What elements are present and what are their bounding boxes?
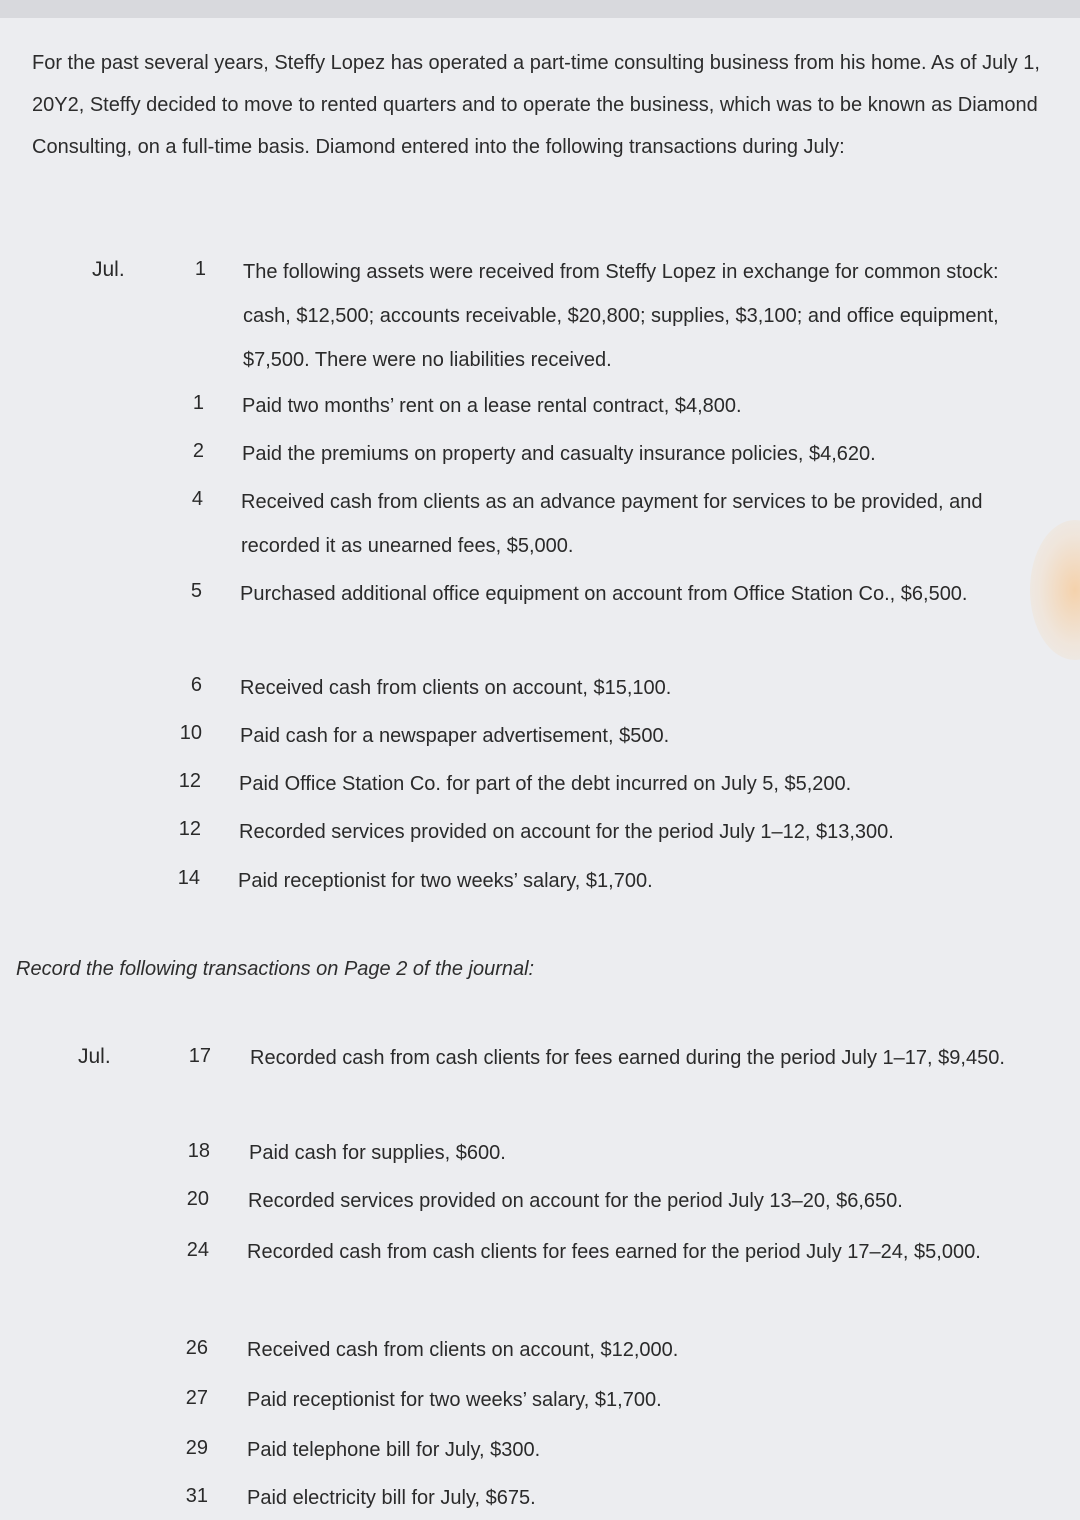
- transaction-text: Received cash from clients as an advance payment for services to be provided, and recorded it as unearned fees, $5,000.: [241, 491, 983, 557]
- transaction-day: 2: [192, 440, 204, 462]
- transaction-day: 14: [177, 867, 200, 889]
- transaction-text: Recorded services provided on account for the period July 1–12, $13,300.: [239, 821, 894, 843]
- transaction-day: 12: [178, 770, 201, 792]
- transaction-day: 29: [185, 1437, 208, 1459]
- transaction-day: 27: [185, 1387, 208, 1409]
- journal-page-note: Record the following transactions on Page 2 of the journal:: [16, 958, 535, 980]
- transaction-text: Recorded cash from cash clients for fees earned for the period July 17–24, $5,000.: [247, 1241, 981, 1263]
- transaction-text: The following assets were received from Steffy Lopez in exchange for common stock: cash, $12,500; accounts receivable, $20,800; supplies, $3,100; and office equipment, $7,500. There were no liabilities received.: [243, 261, 999, 371]
- month-label: Jul.: [78, 1045, 111, 1068]
- transaction-text: Received cash from clients on account, $15,100.: [240, 677, 672, 699]
- problem-intro: For the past several years, Steffy Lopez has operated a part-time consulting business from his home. As of July 1, 20Y2, Steffy decided to move to rented quarters and to operate the business, which was to be known as Diamond Consulting, on a full-time basis. Diamond entered into the following transactions during July:: [32, 52, 1040, 158]
- transaction-text: Purchased additional office equipment on account from Office Station Co., $6,500.: [240, 583, 968, 605]
- transaction-text: Paid receptionist for two weeks’ salary, $1,700.: [238, 870, 653, 892]
- transaction-day: 4: [191, 488, 203, 510]
- month-label: Jul.: [92, 258, 125, 281]
- transaction-day: 18: [187, 1140, 210, 1162]
- transaction-day: 1: [192, 392, 204, 414]
- transaction-day: 20: [186, 1188, 209, 1210]
- transaction-text: Paid receptionist for two weeks’ salary, $1,700.: [247, 1389, 662, 1411]
- transaction-text: Received cash from clients on account, $12,000.: [247, 1339, 679, 1361]
- transaction-day: 17: [188, 1045, 211, 1067]
- light-glare: [1030, 520, 1080, 660]
- transaction-text: Paid cash for supplies, $600.: [249, 1142, 506, 1164]
- transaction-text: Recorded cash from cash clients for fees earned during the period July 1–17, $9,450.: [250, 1047, 1005, 1069]
- transaction-day: 6: [190, 674, 202, 696]
- transaction-day: 31: [185, 1485, 208, 1507]
- transaction-text: Recorded services provided on account for the period July 13–20, $6,650.: [248, 1190, 903, 1212]
- transaction-day: 12: [178, 818, 201, 840]
- transaction-day: 10: [179, 722, 202, 744]
- transaction-text: Paid electricity bill for July, $675.: [247, 1487, 536, 1509]
- transaction-text: Paid cash for a newspaper advertisement, $500.: [240, 725, 670, 747]
- transaction-day: 5: [190, 580, 202, 602]
- transaction-text: Paid the premiums on property and casualty insurance policies, $4,620.: [242, 443, 876, 465]
- transaction-text: Paid Office Station Co. for part of the debt incurred on July 5, $5,200.: [239, 773, 852, 795]
- transaction-day: 24: [186, 1239, 209, 1261]
- transaction-day: 26: [185, 1337, 208, 1359]
- transaction-text: Paid telephone bill for July, $300.: [247, 1439, 541, 1461]
- transaction-text: Paid two months’ rent on a lease rental contract, $4,800.: [242, 395, 742, 417]
- top-edge: [0, 0, 1080, 18]
- transaction-day: 1: [194, 258, 206, 280]
